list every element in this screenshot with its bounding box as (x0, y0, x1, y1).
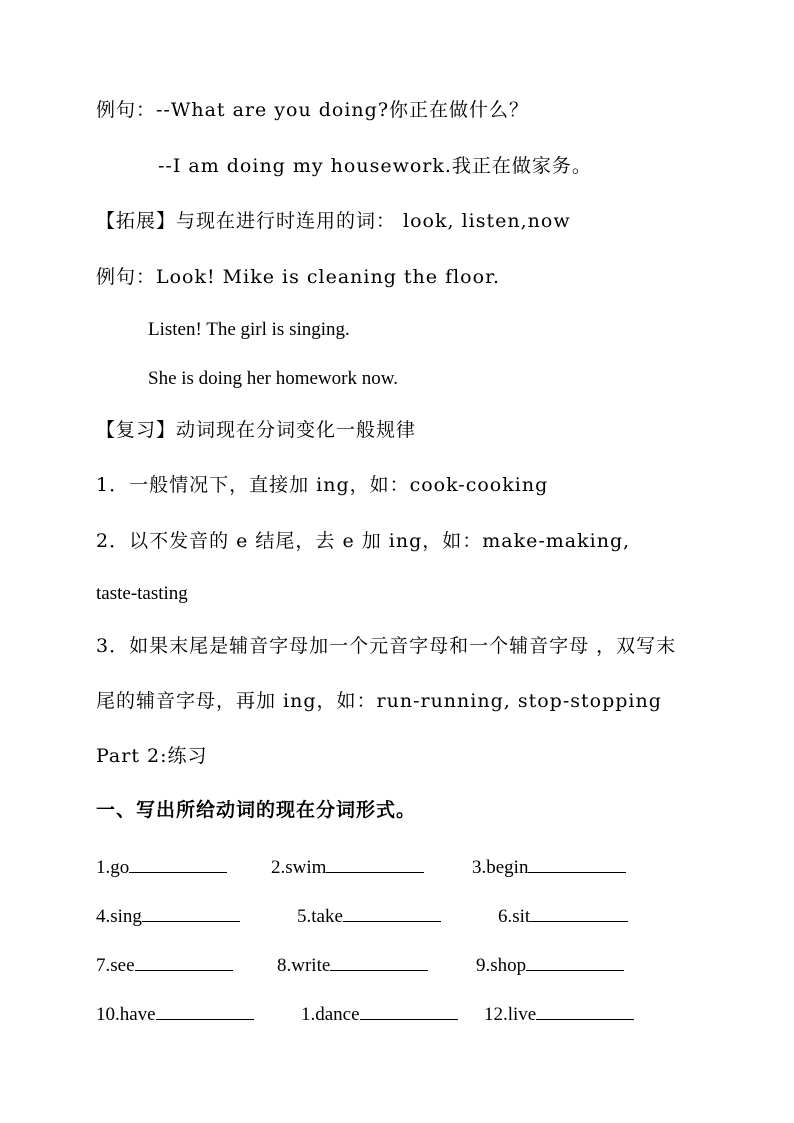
exercise-label: 3.begin (472, 857, 529, 878)
rule-2-line: 2．以不发音的 e 结尾，去 e 加 ing，如：make-making, (96, 530, 631, 552)
exercise-item (96, 1001, 254, 1027)
answer-blank[interactable] (129, 854, 227, 873)
answer-blank[interactable] (343, 903, 441, 922)
exercise-label: 12.live (484, 1004, 537, 1025)
answer-blank[interactable] (528, 854, 626, 873)
exercise-label: 1.dance (301, 1004, 360, 1025)
exercise-item (476, 952, 624, 978)
rule-3-line: 3．如果末尾是辅音字母加一个元音字母和一个辅音字母 ，双写末 (96, 635, 677, 657)
exercise-item (484, 1001, 634, 1027)
exercise-label: 2.swim (271, 857, 327, 878)
exercise-item (96, 854, 227, 880)
answer-blank[interactable] (536, 1001, 634, 1020)
example-question-line: 例句：--What are you doing?你正在做什么？ (96, 99, 530, 121)
exercise-label: 7.see (96, 955, 135, 976)
rule-3-continued-line: 尾的辅音字母，再加 ing，如：run-running, stop-stopping (96, 690, 662, 712)
exercise-label: 6.sit (498, 906, 531, 927)
exercise-item (301, 1001, 458, 1027)
answer-blank[interactable] (326, 854, 424, 873)
exercise-item (96, 952, 233, 978)
exercise-item (277, 952, 428, 978)
answer-blank[interactable] (135, 952, 233, 971)
example-look-line: 例句：Look! Mike is cleaning the floor. (96, 266, 501, 288)
answer-blank[interactable] (530, 903, 628, 922)
example-answer-line: --I am doing my housework.我正在做家务。 (158, 155, 592, 177)
exercise-item (297, 903, 441, 929)
exercise-instructions: 一、写出所给动词的现在分词形式。 (96, 799, 417, 821)
exercise-item (271, 854, 424, 880)
review-heading-line: 【复习】动词现在分词变化一般规律 (96, 419, 417, 441)
example-listen-line: Listen! The girl is singing. (148, 319, 350, 340)
exercise-item (498, 903, 628, 929)
part-2-heading: Part 2:练习 (96, 745, 208, 767)
extension-note-line: 【拓展】与现在进行时连用的词： look, listen,now (96, 210, 571, 232)
answer-blank[interactable] (156, 1001, 254, 1020)
exercise-label: 4.sing (96, 906, 142, 927)
exercise-label: 1.go (96, 857, 130, 878)
answer-blank[interactable] (142, 903, 240, 922)
rule-2-continued-line: taste-tasting (96, 583, 188, 604)
rule-1-line: 1．一般情况下，直接加 ing，如：cook-cooking (96, 474, 549, 496)
answer-blank[interactable] (330, 952, 428, 971)
exercise-label: 10.have (96, 1004, 156, 1025)
exercise-label: 9.shop (476, 955, 527, 976)
exercise-item (472, 854, 626, 880)
exercise-item (96, 903, 240, 929)
example-homework-line: She is doing her homework now. (148, 368, 398, 389)
exercise-label: 5.take (297, 906, 343, 927)
answer-blank[interactable] (526, 952, 624, 971)
answer-blank[interactable] (360, 1001, 458, 1020)
exercise-label: 8.write (277, 955, 331, 976)
